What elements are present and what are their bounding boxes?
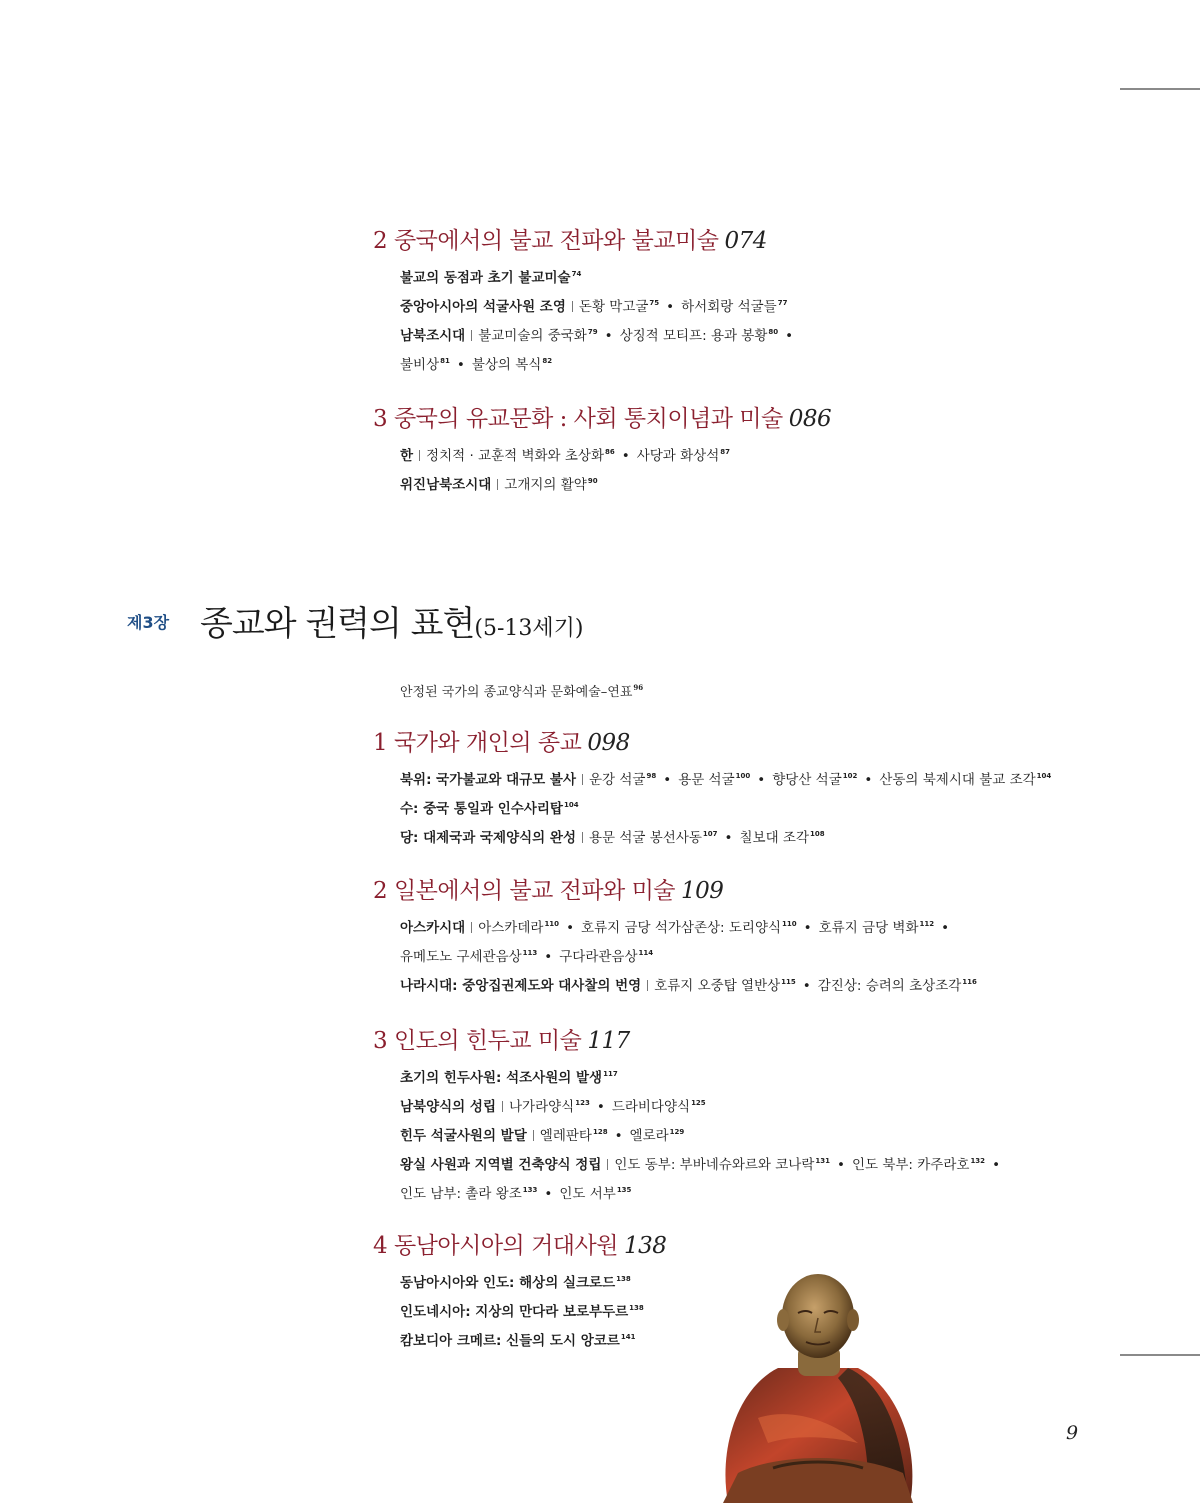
toc-entry-page: 102 <box>842 772 858 780</box>
bullet-dot: • <box>596 1099 605 1115</box>
toc-entry-text: 사당과 화상석 <box>636 448 720 464</box>
toc-entry-text: 나가라양식 <box>509 1099 575 1115</box>
toc-entry-page: 123 <box>575 1099 590 1107</box>
bullet-dot: • <box>544 1186 553 1202</box>
toc-entry-page: 116 <box>962 978 977 986</box>
toc-entry-text: 향당산 석굴 <box>772 772 842 788</box>
toc-entry-text: 캄보디아 크메르: 신들의 도시 앙코르 <box>400 1333 620 1349</box>
toc-entry-line <box>400 324 800 344</box>
separator-bar <box>582 832 583 843</box>
bullet-dot: • <box>803 920 812 936</box>
separator-bar <box>471 330 472 341</box>
separator-bar <box>647 980 648 991</box>
toc-entry-line <box>400 916 956 936</box>
toc-entry-text: 한 <box>400 448 414 464</box>
bullet-dot: • <box>456 357 465 373</box>
bullet-dot: • <box>621 448 630 464</box>
bullet-dot: • <box>941 920 950 936</box>
toc-entry-text: 용문 석굴 봉선사동 <box>589 830 702 846</box>
chapter-title <box>200 596 583 645</box>
toc-entry-text: 호류지 오중탑 열반상 <box>654 978 781 994</box>
section-title <box>373 1022 630 1055</box>
section-title <box>373 400 831 433</box>
toc-entry-line <box>400 768 1051 788</box>
toc-entry-text: 하서회랑 석굴들 <box>681 299 777 315</box>
toc-entry-line <box>400 473 598 493</box>
section-number: 1 <box>373 730 388 756</box>
page-number: 9 <box>1066 1422 1079 1444</box>
separator-bar <box>572 301 573 312</box>
toc-entry-text: 유메도노 구세관음상 <box>400 949 522 965</box>
toc-entry-text: 감진상: 승려의 초상조각 <box>817 978 962 994</box>
bullet-dot: • <box>757 772 766 788</box>
section-title <box>373 724 630 757</box>
toc-entry-page: 129 <box>669 1128 685 1136</box>
section-title <box>373 222 767 255</box>
toc-entry-page: 77 <box>777 299 788 307</box>
toc-entry-text: 위진남북조시대 <box>400 477 492 493</box>
toc-entry-page: 104 <box>1036 772 1052 780</box>
toc-entry-text: 엘로라 <box>629 1128 669 1144</box>
toc-entry-line <box>400 444 730 464</box>
toc-entry-text: 불교미술의 중국화 <box>478 328 587 344</box>
toc-entry-text: 호류지 금당 벽화 <box>818 920 919 936</box>
toc-entry-page: 133 <box>522 1186 538 1194</box>
toc-entry-page: 128 <box>592 1128 608 1136</box>
toc-entry-text: 힌두 석굴사원의 발달 <box>400 1128 527 1144</box>
toc-entry-page: 80 <box>768 328 779 336</box>
toc-entry-line <box>400 1095 706 1115</box>
toc-entry-page: 114 <box>638 949 654 957</box>
toc-entry-page: 86 <box>605 448 615 456</box>
toc-entry-text: 상징적 모티프: 용과 봉황 <box>619 328 768 344</box>
chapter-label: 제3장 <box>127 613 170 632</box>
toc-entry-page: 81 <box>440 357 450 365</box>
section-page: 117 <box>587 1028 630 1054</box>
toc-entry-text: 인도 북부: 카주라호 <box>851 1157 970 1173</box>
toc-entry-page: 138 <box>616 1275 631 1283</box>
section-title <box>373 872 723 905</box>
section-number: 2 <box>373 228 388 254</box>
toc-entry-text: 인도 서부 <box>559 1186 616 1202</box>
toc-entry-line <box>400 266 581 286</box>
bullet-dot: • <box>604 328 613 344</box>
toc-entry-text: 인도 동부: 부바네슈와르와 코나락 <box>614 1157 815 1173</box>
toc-entry-page: 125 <box>691 1099 706 1107</box>
toc-entry-page: 110 <box>782 920 797 928</box>
toc-entry-page: 104 <box>563 801 579 809</box>
toc-entry-text: 남북양식의 성립 <box>400 1099 496 1115</box>
toc-entry-page: 107 <box>702 830 718 838</box>
separator-bar <box>582 774 583 785</box>
section-title-text: 국가와 개인의 종교 <box>393 730 582 756</box>
toc-entry-line <box>400 1153 1007 1173</box>
toc-entry-text: 드라비다양식 <box>611 1099 691 1115</box>
toc-entry-text: 동남아시아와 인도: 해상의 실크로드 <box>400 1275 616 1291</box>
toc-entry-page: 79 <box>587 328 598 336</box>
monk-statue-image <box>698 1268 938 1503</box>
chapter-intro-text: 안정된 국가의 종교양식과 문화예술–연표 <box>400 685 633 700</box>
toc-entry-text: 왕실 사원과 지역별 건축양식 정립 <box>400 1157 602 1173</box>
bullet-dot: • <box>802 978 811 994</box>
section-number: 3 <box>373 406 388 432</box>
separator-bar <box>607 1159 608 1170</box>
section-page: 138 <box>623 1233 667 1259</box>
toc-entry-text: 구다라관음상 <box>559 949 638 965</box>
chapter-era: (5-13세기) <box>474 616 584 641</box>
toc-entry-page: 113 <box>522 949 538 957</box>
chapter-intro <box>400 681 643 700</box>
bullet-dot: • <box>566 920 575 936</box>
toc-entry-text: 나라시대: 중앙집권제도와 대사찰의 번영 <box>400 978 642 994</box>
chapter-intro-page: 96 <box>633 683 644 692</box>
toc-entry-page: 90 <box>587 477 598 485</box>
separator-bar <box>419 450 420 461</box>
bottom-margin-rule <box>1120 1354 1200 1356</box>
toc-entry-line <box>400 826 825 846</box>
toc-entry-text: 불비상 <box>400 357 440 373</box>
toc-entry-page: 82 <box>542 357 553 365</box>
toc-entry-line <box>400 1271 631 1291</box>
section-page: 074 <box>724 228 767 254</box>
toc-entry-text: 수: 중국 통일과 인수사리탑 <box>400 801 563 817</box>
bullet-dot: • <box>614 1128 623 1144</box>
toc-entry-page: 87 <box>720 448 731 456</box>
toc-entry-page: 115 <box>781 978 796 986</box>
section-page: 098 <box>587 730 630 756</box>
toc-entry-line <box>400 1182 631 1202</box>
toc-entry-text: 운강 석굴 <box>589 772 646 788</box>
section-title-text: 일본에서의 불교 전파와 미술 <box>393 878 676 904</box>
separator-bar <box>497 479 498 490</box>
toc-entry-page: 117 <box>603 1070 618 1078</box>
top-margin-rule <box>1120 88 1200 90</box>
toc-entry-text: 칠보대 조각 <box>739 830 810 846</box>
section-number: 4 <box>373 1233 388 1259</box>
toc-entry-page: 112 <box>919 920 935 928</box>
bullet-dot: • <box>992 1157 1001 1173</box>
toc-entry-text: 호류지 금당 석가삼존상: 도리양식 <box>581 920 782 936</box>
section-title-text: 동남아시아의 거대사원 <box>393 1233 618 1259</box>
toc-entry-text: 돈황 막고굴 <box>578 299 649 315</box>
toc-entry-page: 132 <box>970 1157 986 1165</box>
chapter-title-text: 종교와 권력의 표현 <box>200 604 475 644</box>
toc-entry-page: 131 <box>815 1157 830 1165</box>
bullet-dot: • <box>663 772 672 788</box>
toc-entry-line <box>400 1124 684 1144</box>
toc-entry-page: 138 <box>629 1304 644 1312</box>
toc-entry-line <box>400 353 552 373</box>
toc-entry-line <box>400 1329 635 1349</box>
toc-entry-text: 불교의 동점과 초기 불교미술 <box>400 270 571 286</box>
toc-entry-text: 인도 남부: 촐라 왕조 <box>400 1186 522 1202</box>
bullet-dot: • <box>544 949 553 965</box>
toc-entry-page: 110 <box>544 920 560 928</box>
toc-entry-line <box>400 1066 618 1086</box>
toc-entry-text: 남북조시대 <box>400 328 466 344</box>
toc-entry-text: 엘레판타 <box>539 1128 592 1144</box>
toc-entry-page: 74 <box>571 270 582 278</box>
toc-entry-line <box>400 295 787 315</box>
toc-entry-line <box>400 1300 644 1320</box>
bullet-dot: • <box>666 299 675 315</box>
section-number: 3 <box>373 1028 388 1054</box>
toc-entry-page: 75 <box>649 299 660 307</box>
toc-entry-text: 북위: 국가불교와 대규모 불사 <box>400 772 576 788</box>
section-title-text: 중국에서의 불교 전파와 불교미술 <box>393 228 719 254</box>
toc-entry-text: 당: 대제국과 국제양식의 완성 <box>400 830 576 846</box>
toc-entry-text: 불상의 복식 <box>471 357 542 373</box>
bullet-dot: • <box>785 328 794 344</box>
toc-entry-text: 중앙아시아의 석굴사원 조영 <box>400 299 566 315</box>
bullet-dot: • <box>864 772 873 788</box>
toc-entry-text: 산동의 북제시대 불교 조각 <box>879 772 1036 788</box>
section-title-text: 중국의 유교문화 : 사회 통치이념과 미술 <box>393 406 783 432</box>
section-page: 109 <box>681 878 724 904</box>
toc-entry-text: 아스카시대 <box>400 920 466 936</box>
toc-entry-text: 용문 석굴 <box>678 772 735 788</box>
toc-entry-text: 정치적 · 교훈적 벽화와 초상화 <box>426 448 604 464</box>
bullet-dot: • <box>837 1157 845 1173</box>
bullet-dot: • <box>724 830 733 846</box>
toc-entry-page: 98 <box>646 772 657 780</box>
toc-entry-text: 인도네시아: 지상의 만다라 보로부두르 <box>400 1304 629 1320</box>
toc-entry-line <box>400 797 579 817</box>
toc-entry-line <box>400 945 653 965</box>
separator-bar <box>471 922 472 933</box>
section-title <box>373 1227 666 1260</box>
separator-bar <box>502 1101 503 1112</box>
toc-entry-text: 고개지의 활약 <box>504 477 587 493</box>
toc-entry-line <box>400 974 977 994</box>
toc-entry-page: 141 <box>620 1333 636 1341</box>
toc-entry-text: 초기의 힌두사원: 석조사원의 발생 <box>400 1070 603 1086</box>
section-page: 086 <box>788 406 832 432</box>
section-title-text: 인도의 힌두교 미술 <box>393 1028 582 1054</box>
toc-entry-page: 100 <box>735 772 751 780</box>
separator-bar <box>533 1130 534 1141</box>
section-number: 2 <box>373 878 388 904</box>
toc-entry-page: 135 <box>616 1186 632 1194</box>
toc-entry-page: 108 <box>810 830 825 838</box>
toc-entry-text: 아스카데라 <box>478 920 544 936</box>
